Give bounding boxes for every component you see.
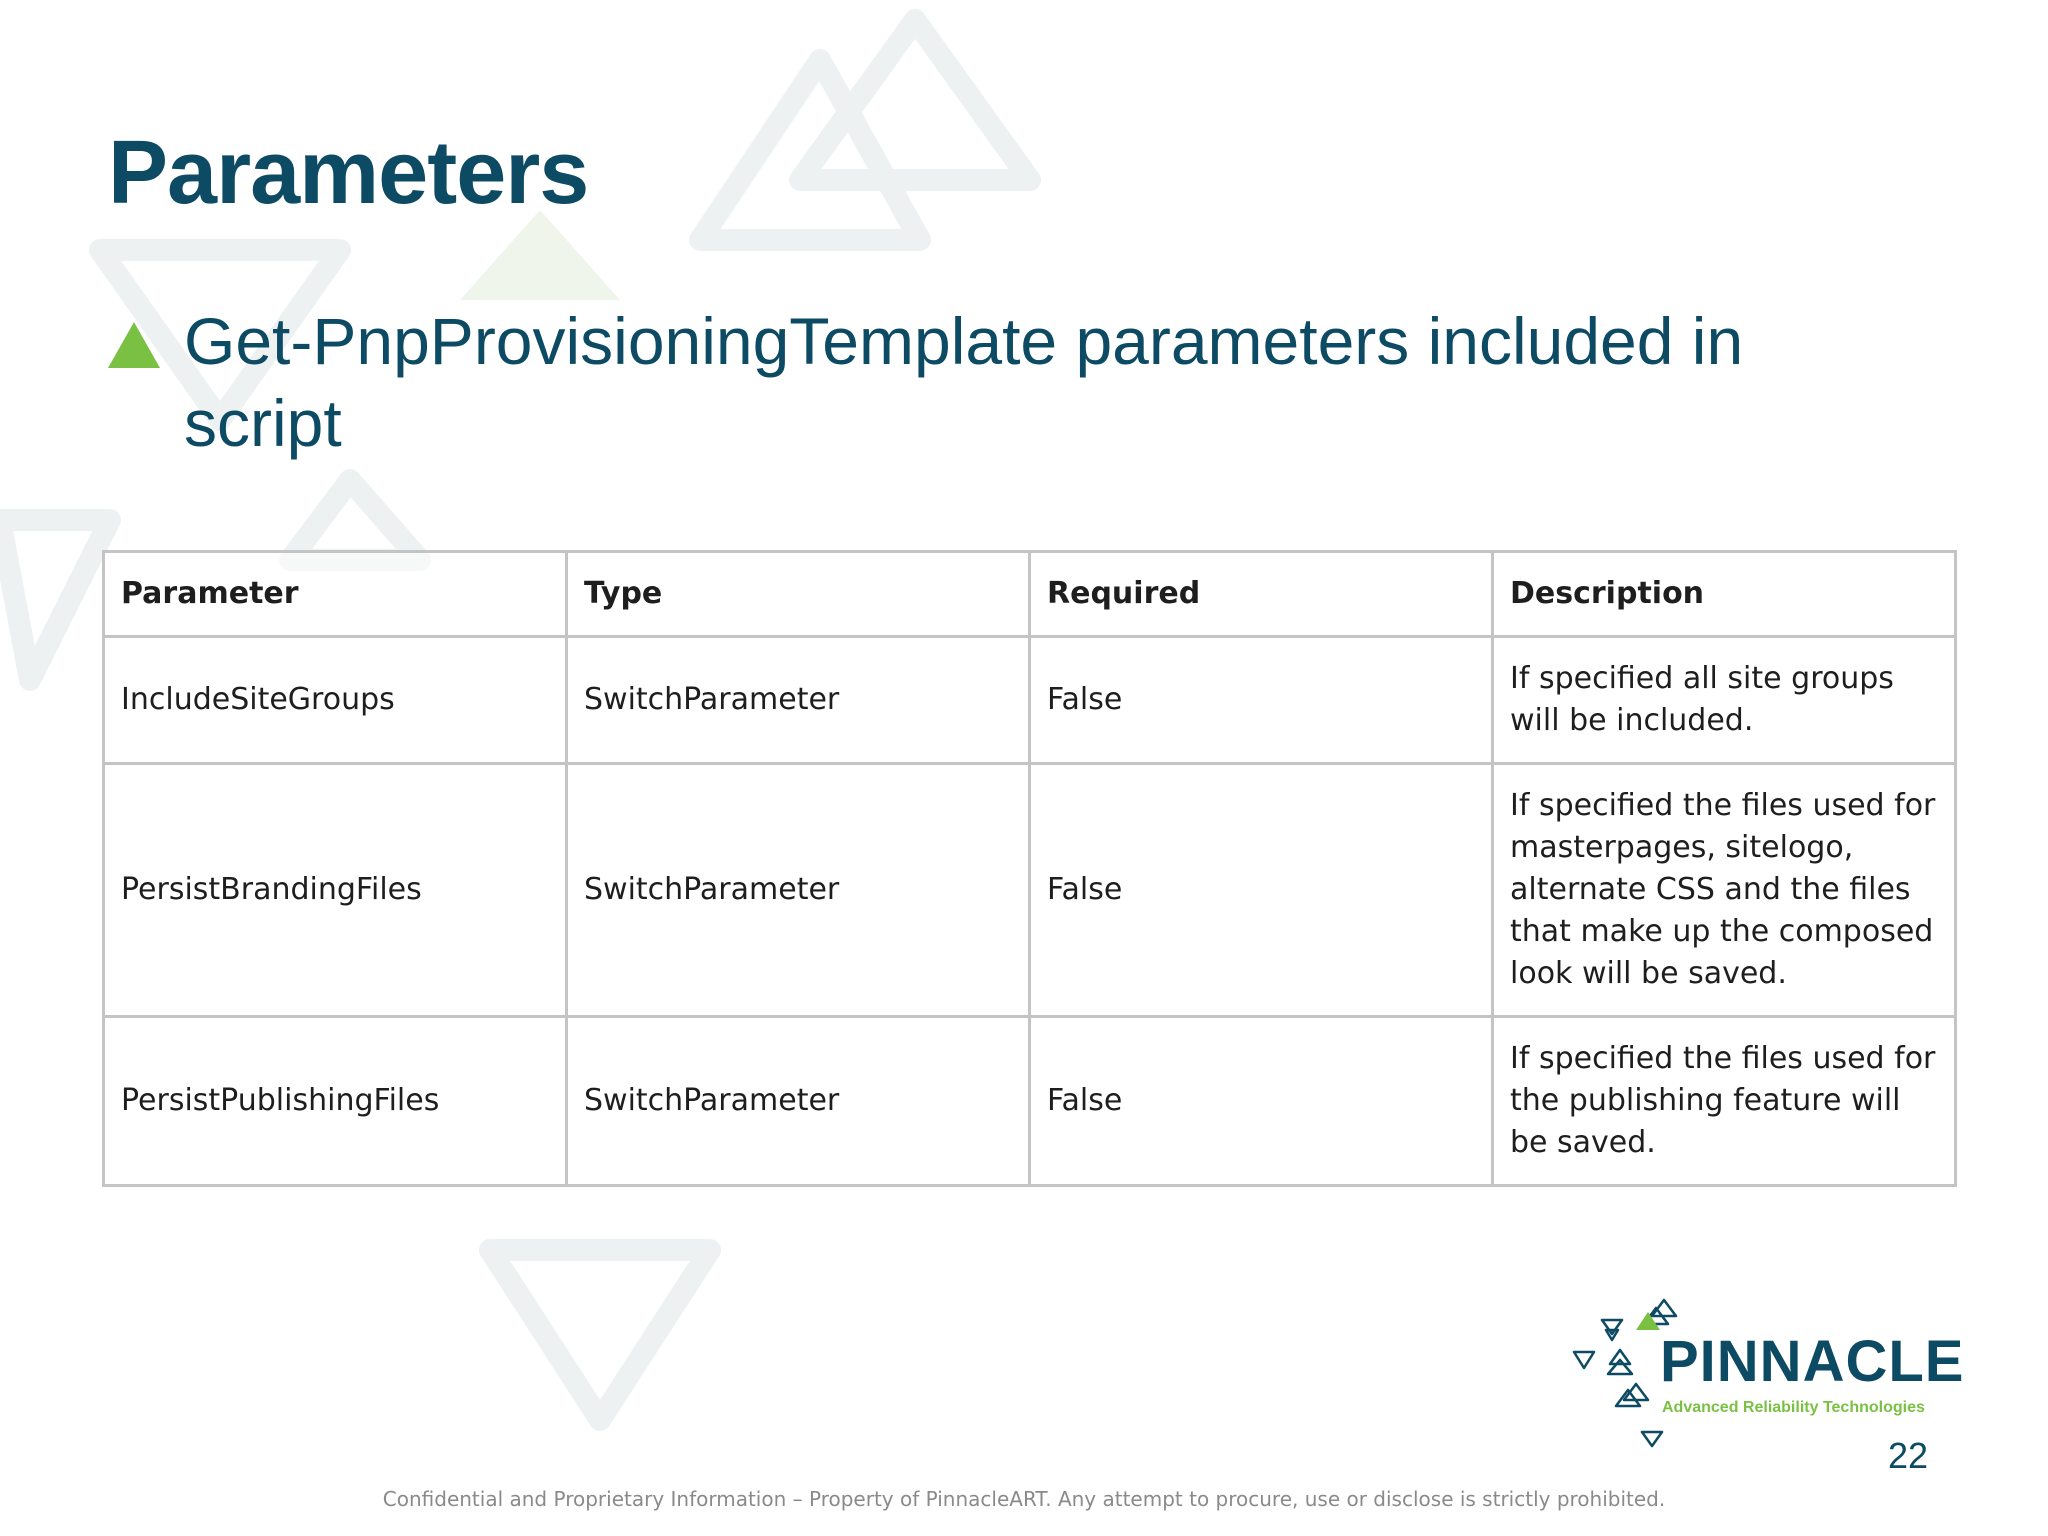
cell-parameter: PersistPublishingFiles <box>104 1017 567 1186</box>
table-header-row <box>104 552 1956 637</box>
page-number: 22 <box>1887 1435 1928 1476</box>
cell-parameter: PersistBrandingFiles <box>104 764 567 1017</box>
header-parameter: Parameter <box>104 552 567 637</box>
table-row <box>104 1017 1956 1186</box>
cell-required: False <box>1030 764 1493 1017</box>
cell-required: False <box>1030 1017 1493 1186</box>
cell-parameter: IncludeSiteGroups <box>104 637 567 764</box>
bullet-item <box>106 300 1866 464</box>
confidentiality-footer: Confidential and Proprietary Information – Property of PinnacleART. Any attempt to procure, use or disclose is strictly prohibited. <box>382 1487 1666 1511</box>
table-row <box>104 637 1956 764</box>
table-row <box>104 764 1956 1017</box>
bullet-text: Get-PnpProvisioningTemplate parameters included in script <box>184 304 1744 460</box>
cell-required: False <box>1030 637 1493 764</box>
page-title: Parameters <box>108 123 589 223</box>
logo-name: PINNACLE <box>1660 1329 1965 1394</box>
parameters-table <box>102 550 1957 1187</box>
cell-type: SwitchParameter <box>567 1017 1030 1186</box>
header-type: Type <box>567 552 1030 637</box>
header-required: Required <box>1030 552 1493 637</box>
header-description: Description <box>1493 552 1956 637</box>
cell-type: SwitchParameter <box>567 637 1030 764</box>
cell-description: If specified the files used for the publishing feature will be saved. <box>1493 1017 1956 1186</box>
cell-description: If specified all site groups will be included. <box>1493 637 1956 764</box>
cell-type: SwitchParameter <box>567 764 1030 1017</box>
cell-description: If specified the files used for masterpages, sitelogo, alternate CSS and the files that make up the composed look will be saved. <box>1493 764 1956 1017</box>
logo-tagline: Advanced Reliability Technologies <box>1662 1399 1925 1416</box>
triangle-up-icon <box>106 320 162 370</box>
